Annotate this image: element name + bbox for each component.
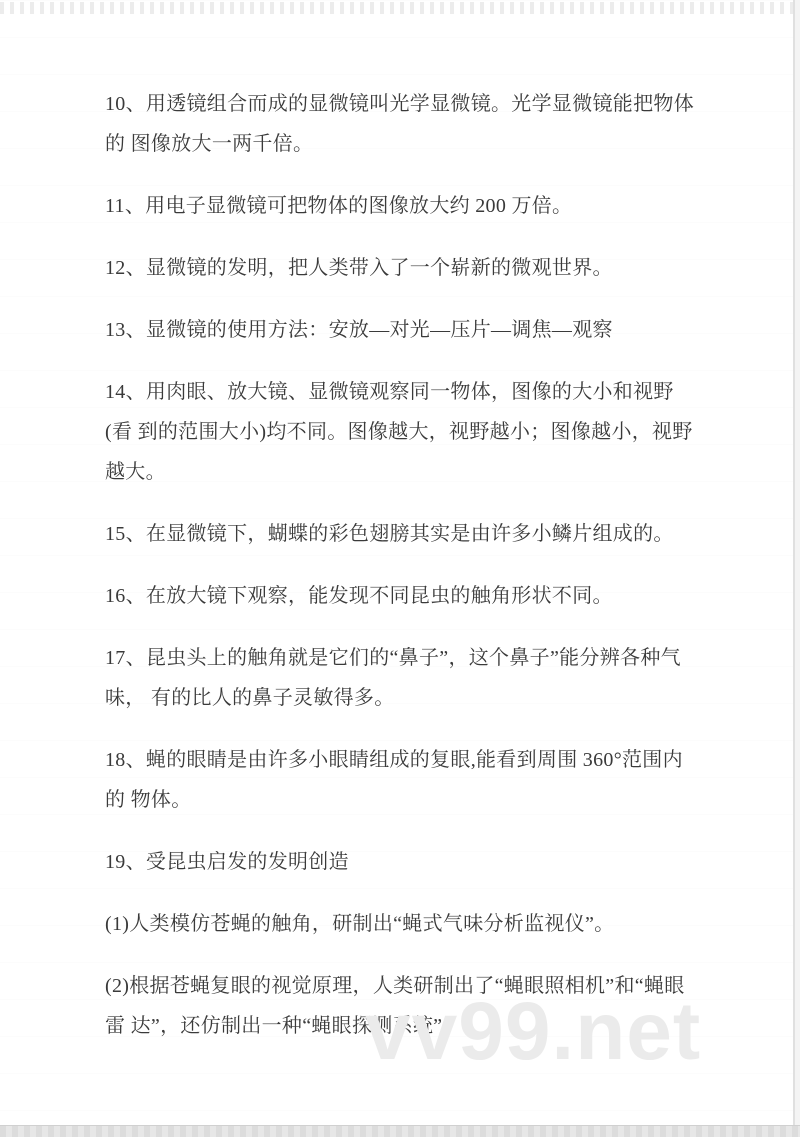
doc-line: (2)根据苍蝇复眼的视觉原理，人类研制出了“蝇眼照相机”和“蝇眼雷 [105, 975, 685, 1037]
doc-line: 14、用肉眼、放大镜、显微镜观察同一物体，图像的大小和视野(看 [105, 381, 674, 443]
doc-line: 16、在放大镜下观察，能发现不同昆虫的触角形状不同。 [105, 585, 613, 607]
doc-line: 图像放大一两千倍。 [130, 133, 314, 155]
page-top-edge [0, 2, 795, 14]
doc-line: 17、昆虫头上的触角就是它们的“鼻子”，这个鼻子”能分辨各种气味， [105, 647, 681, 709]
doc-line: 11、用电子显微镜可把物体的图像放大约 200 万倍。 [105, 195, 573, 217]
paragraph-item-16 [105, 576, 700, 616]
doc-line: 19、受昆虫启发的发明创造 [105, 851, 349, 873]
page-bottom-edge [0, 1125, 800, 1137]
paragraph-item-13 [105, 310, 700, 350]
paragraph-item-14 [105, 372, 700, 492]
paragraph-item-10 [105, 84, 700, 164]
doc-line: 12、显微镜的发明，把人类带入了一个崭新的微观世界。 [105, 257, 613, 279]
doc-line: 18、蝇的眼睛是由许多小眼睛组成的复眼,能看到周围 360°范围内的 [105, 749, 683, 811]
paragraph-item-11 [105, 186, 700, 226]
paragraph-item-12 [105, 248, 700, 288]
paragraph-note-1 [105, 904, 700, 944]
paragraph-item-18 [105, 740, 700, 820]
document-text-block [105, 84, 700, 1068]
doc-line: 13、显微镜的使用方法：安放—对光—压片—调焦—观察 [105, 319, 613, 341]
doc-line: (1)人类模仿苍蝇的触角，研制出“蝇式气味分析监视仪”。 [105, 913, 615, 935]
doc-line: 到的范围大小)均不同。图像越大，视野越小；图像越小，视野越大。 [105, 421, 693, 483]
doc-line: 有的比人的鼻子灵敏得多。 [150, 687, 395, 709]
doc-line: 10、用透镜组合而成的显微镜叫光学显微镜。光学显微镜能把物体的 [105, 93, 694, 155]
watermark: vv99.net [365, 986, 702, 1077]
doc-line: 物体。 [130, 789, 192, 811]
paragraph-item-15 [105, 514, 700, 554]
doc-line: 15、在显微镜下，蝴蝶的彩色翅膀其实是由许多小鳞片组成的。 [105, 523, 674, 545]
paragraph-item-17 [105, 638, 700, 718]
page-right-edge [793, 0, 795, 1125]
doc-line: 达”，还仿制出一种“蝇眼探测系统”。 [130, 1015, 463, 1037]
paragraph-item-19 [105, 842, 700, 882]
